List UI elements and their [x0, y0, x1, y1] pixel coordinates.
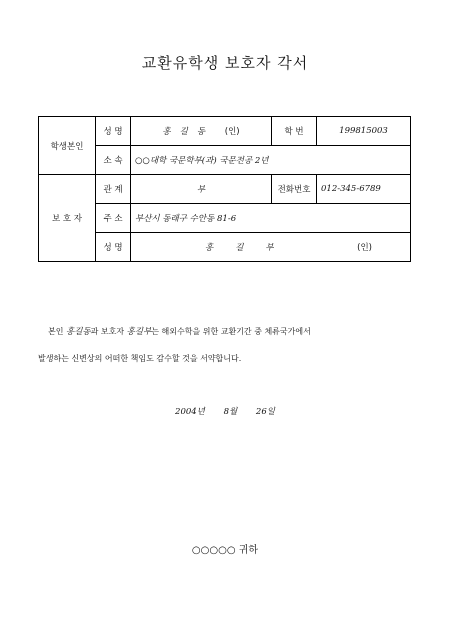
address-label: 주 소: [96, 204, 131, 233]
relation-value: 부: [131, 175, 272, 204]
pledge-form-table: [38, 116, 411, 262]
affiliation-value: ○○대학 국문학부(과) 국문전공 2년: [131, 146, 411, 175]
student-name-label: 성 명: [96, 117, 131, 146]
document-title: 교환유학생 보호자 각서: [141, 54, 309, 72]
guardian-section-label: 보 호 자: [39, 175, 96, 262]
pledge-student-name: 홍길동: [66, 327, 91, 337]
address-value: 부산시 동래구 수안동 81-6: [131, 204, 411, 233]
affiliation-label: 소 속: [96, 146, 131, 175]
date-day: 26일: [255, 407, 275, 417]
phone-value: 012-345-6789: [317, 175, 411, 204]
student-seal: (인): [224, 127, 240, 137]
guardian-seal: (인): [357, 243, 372, 253]
pledge-guardian-name: 홍길부: [126, 327, 152, 337]
student-section-label: 학생본인: [39, 117, 96, 175]
date-month: 8월: [223, 407, 238, 417]
guardian-name-label: 성 명: [96, 233, 131, 262]
relation-label: 관 계: [96, 175, 131, 204]
pledge-line-2: 발생하는 신변상의 어떠한 책임도 감수할 것을 서약합니다.: [38, 354, 242, 363]
addressee: ○○○○○ 귀하: [191, 545, 259, 556]
student-id-label: 학 번: [272, 117, 317, 146]
guardian-name-cell: [131, 233, 411, 262]
pledge-line-1: 본인 홍길동과 보호자 홍길부는 해외수학을 위한 교환기간 중 체류국가에서: [48, 327, 311, 337]
student-id-value: 199815003: [317, 117, 411, 146]
date-year: 2004년: [175, 407, 205, 417]
pledge-date: [0, 405, 450, 417]
student-name-cell: [131, 117, 272, 146]
phone-label: 전화번호: [272, 175, 317, 204]
student-name-value: 홍길동: [162, 127, 215, 137]
guardian-name-value: 홍길부: [205, 243, 296, 253]
